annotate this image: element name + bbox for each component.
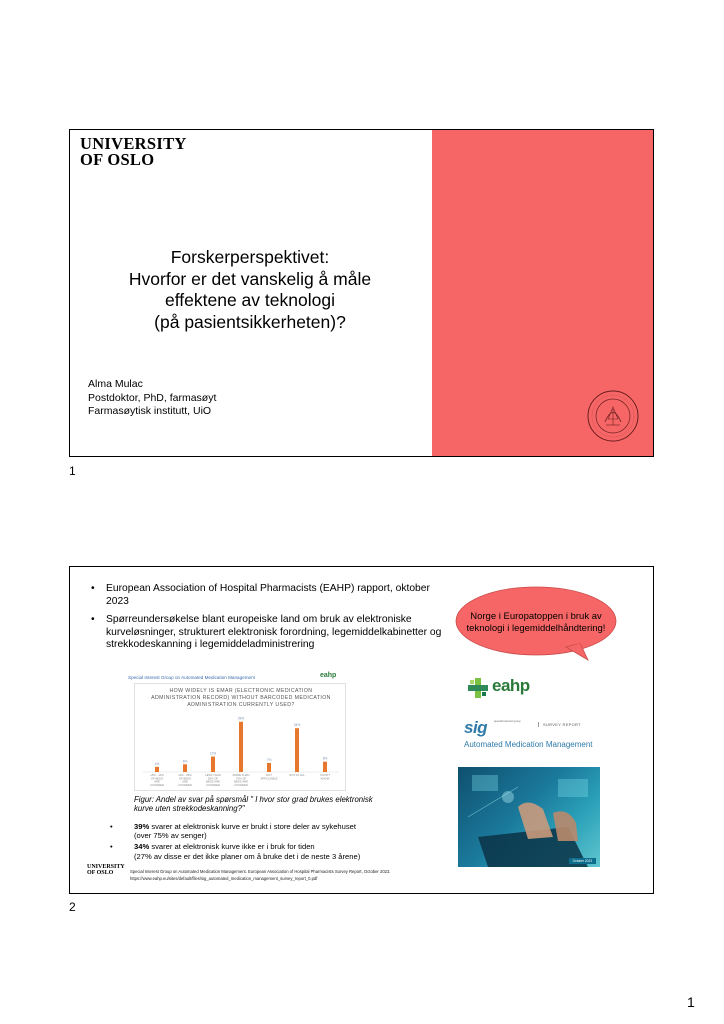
report-title: Automated Medication Management [464,740,593,749]
chart-category-label: MORE THAN 75% OF BEDS ARE COVERED [232,773,250,787]
sig-report-header [464,718,614,754]
stat-text: svarer at elektronisk kurve er brukt i store deler av sykehuset [149,822,357,831]
stat-text-2: (over 75% av senger) [134,831,207,841]
stat-text-2: (27% av disse er det ikke planer om å bruke det i de neste 3 årene) [134,851,361,861]
chart-category-label: NOT AT ALL [289,773,305,777]
logo-line-1: UNIVERSITY [87,864,125,870]
chart-plot [135,684,347,792]
bullet-list [88,583,453,658]
report-cover-photo [458,767,600,867]
laptop-hands-image [458,767,600,867]
chart-category-label: I DON'T KNOW [319,773,331,781]
chart-data-label: 39% [237,716,245,721]
stat-item [110,822,450,840]
stat-text: svarer at elektronisk kurve ikke er i bruk for tiden [149,842,315,852]
figure-caption: Figur: Andel av svar på spørsmål " I hvor stor grad brukes elektronisk kurve uten strekkodeskanning?" [134,795,373,813]
university-of-oslo-logo-small [87,864,125,877]
chart-bar [295,728,299,772]
logo-line-2: OF OSLO [80,150,155,169]
eahp-logo-text: eahp [492,676,530,695]
chart-data-label: 7% [266,757,272,762]
sig-subtext: special interest group [494,719,521,723]
citation-line: Special Interest Group on Automated Medication Management. European Association of Hospital Pharmacists Survey Report, October 2023. [130,869,391,874]
chart-frame [134,683,346,791]
chart-category-label: ≤5% - 10% OF BEDS ARE COVERED [150,773,164,787]
logo-line-2: OF OSLO [87,870,114,877]
title-line: Forskerperspektivet: [170,247,330,267]
slide-number: 1 [69,464,76,478]
university-seal-icon [586,389,640,443]
chart-bar [239,722,243,772]
slide-1 [69,129,654,457]
bullet-item: • Spørreundersøkelse blant europeiske land om bruk av elektroniske kurveløsninger, strukturert elektronisk forordning, legemiddelkabinetter og strekkodeskanning i legemiddeladministrering [88,614,453,652]
chart-data-label: 6% [182,759,188,764]
citation [130,869,550,882]
chart-category-label: 11% - 25% OF BEDS ARE COVERED [178,773,192,787]
stat-value: 39% [134,822,150,831]
author-block [88,378,216,419]
slide-title [90,247,410,333]
chart-title: HOW WIDELY IS EMAR (ELECTRONIC MEDICATION ADMINISTRATION RECORD) WITHOUT BARCODED MEDICATION ADMINISTRATION CURRENTLY USED? [151,688,331,708]
survey-chart [128,672,350,795]
chart-data-label: 8% [322,756,328,761]
title-line: effektene av teknologi [165,290,335,310]
chart-bar [323,762,327,772]
eahp-cross-icon [466,676,490,700]
title-line: Hvorfor er det vanskelig å måle [128,268,372,289]
chart-bar [155,767,159,772]
title-line: (på pasientsikkerheten)? [154,311,346,332]
chart-bar [267,763,271,772]
university-of-oslo-logo [80,136,187,168]
eahp-logo [466,675,546,701]
logo-line-1: UNIVERSITY [80,134,187,153]
citation-url[interactable]: https://www.eahp.eu/sites/default/files/sig_automated_medication_management_survey_report_0.pdf [130,875,318,881]
bullet-item: • European Association of Hospital Pharmacists (EAHP) rapport, oktober 2023 [88,583,453,608]
chart-category-label: LESS THAN 50% OF BEDS ARE COVERED [205,773,221,787]
chart-data-label: 34% [293,723,301,728]
slide-2 [69,566,654,894]
author-title: Postdoktor, PhD, farmasøyt [88,391,217,404]
slide-number: 2 [69,900,76,914]
page-footer-number: 1 [687,994,695,1010]
sig-logo: sig [464,718,488,737]
bubble-text: Norge i Europatoppen i bruk av teknologi i legemiddelhåndtering! [466,611,606,634]
author-affiliation: Farmasøytisk institutt, UiO [88,405,212,417]
chart-data-label: 12% [209,751,217,756]
survey-report-label: SURVEY REPORT [538,722,581,727]
chart-category-label: NOT APPLICABLE [260,773,278,781]
stats-list [110,822,450,863]
author-name: Alma Mulac [88,378,143,390]
chart-bar [211,757,215,772]
chart-eahp-logo: eahp [320,672,337,679]
chart-header: Special Interest Group on Automated Medication Management [128,675,255,680]
chart-data-label: 4% [154,761,160,766]
chart-bar [183,764,187,772]
stat-item [110,842,450,860]
report-date-badge: October 2023 [569,858,596,864]
stat-value: 34% [134,842,150,852]
